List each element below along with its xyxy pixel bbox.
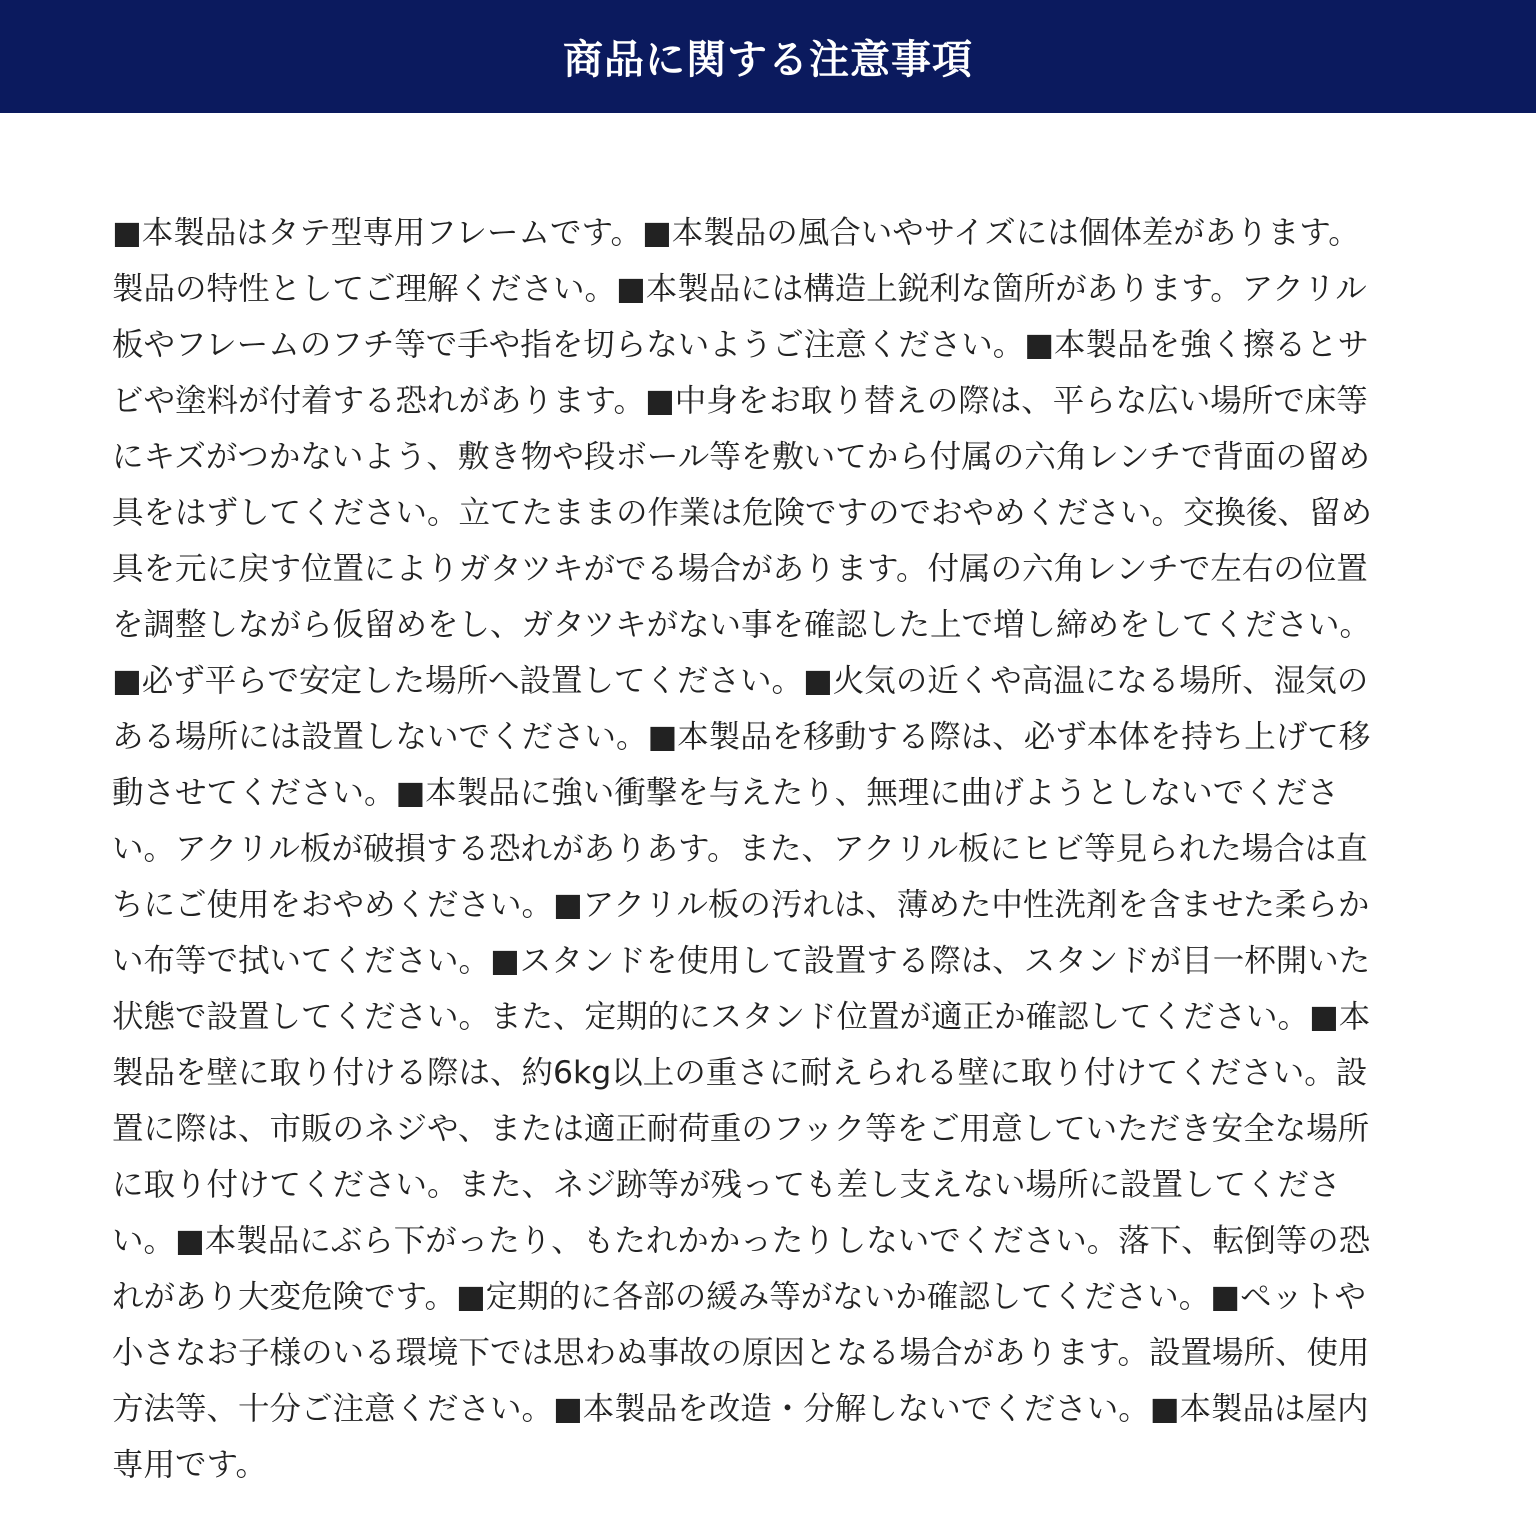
notice-line: 専用です。 (112, 1447, 267, 1483)
notice-line: ある場所には設置しないでください。■本製品を移動する際は、必ず本体を持ち上げて移 (112, 719, 1371, 755)
notice-line: を調整しながら仮留めをし、ガタツキがない事を確認した上で増し締めをしてください。 (112, 607, 1372, 643)
notice-line: 小さなお子様のいる環境下では思わぬ事故の原因となる場合があります。設置場所、使用 (112, 1335, 1370, 1371)
header-banner (0, 0, 1536, 113)
notice-line: れがあり大変危険です。■定期的に各部の緩み等がないか確認してください。■ペットや (112, 1279, 1367, 1315)
notice-line: ■本製品はタテ型専用フレームです。■本製品の風合いやサイズには個体差があります。 (112, 215, 1360, 251)
notice-line: 製品の特性としてご理解ください。■本製品には構造上鋭利な箇所があります。アクリル (112, 271, 1367, 307)
notice-line: 製品を壁に取り付ける際は、約6kg以上の重さに耐えられる壁に取り付けてください。設 (112, 1055, 1368, 1091)
notice-line: 動させてください。■本製品に強い衝撃を与えたり、無理に曲げようとしないでくださ (112, 775, 1339, 811)
notice-line: 具をはずしてください。立てたままの作業は危険ですのでおやめください。交換後、留め (112, 495, 1373, 531)
notice-line: 板やフレームのフチ等で手や指を切らないようご注意ください。■本製品を強く擦るとサ (112, 327, 1370, 363)
notice-line: 方法等、十分ご注意ください。■本製品を改造・分解しないでください。■本製品は屋内 (112, 1391, 1369, 1427)
notice-line: い。■本製品にぶら下がったり、もたれかかったりしないでください。落下、転倒等の恐 (112, 1223, 1371, 1259)
notice-line: 置に際は、市販のネジや、または適正耐荷重のフック等をご用意していただき安全な場所 (112, 1111, 1370, 1147)
page-title: 商品に関する注意事項 (563, 37, 973, 83)
notice-line: にキズがつかないよう、敷き物や段ボール等を敷いてから付属の六角レンチで背面の留め (112, 439, 1370, 475)
notice-body (112, 205, 1428, 1493)
notice-line: ちにご使用をおやめください。■アクリル板の汚れは、薄めた中性洗剤を含ませた柔らか (112, 887, 1370, 923)
notice-line: い。アクリル板が破損する恐れがありあす。また、アクリル板にヒビ等見られた場合は直 (112, 831, 1368, 867)
notice-line: 具を元に戻す位置によりガタツキがでる場合があります。付属の六角レンチで左右の位置 (112, 551, 1368, 587)
notice-line: ■必ず平らで安定した場所へ設置してください。■火気の近くや高温になる場所、湿気の (112, 663, 1369, 699)
notice-line: い布等で拭いてください。■スタンドを使用して設置する際は、スタンドが目一杯開いた (112, 943, 1371, 979)
notice-line: 状態で設置してください。また、定期的にスタンド位置が適正か確認してください。■本 (112, 999, 1371, 1035)
notice-line: ビや塗料が付着する恐れがあります。■中身をお取り替えの際は、平らな広い場所で床等 (112, 383, 1368, 419)
notice-line: に取り付けてください。また、ネジ跡等が残っても差し支えない場所に設置してくださ (112, 1167, 1341, 1203)
